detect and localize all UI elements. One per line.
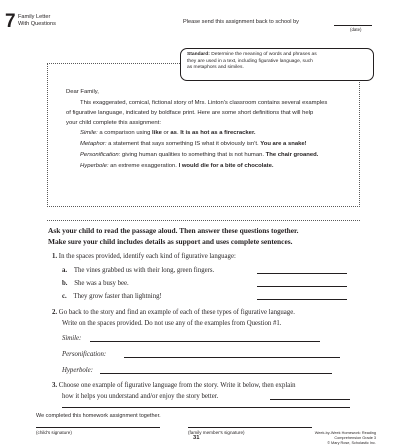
question-2-personification-label: Personification:	[62, 351, 107, 358]
answer-line-2-hyperbole[interactable]	[100, 373, 332, 374]
simile-period: .	[176, 130, 181, 136]
question-1a-text: The vines grabbed us with their long, green fingers.	[73, 267, 215, 274]
personification-term: Personification:	[80, 152, 121, 158]
question-1-text: In the spaces provided, identify each kind of figurative language:	[57, 253, 236, 260]
hyperbole-def: an extreme exaggeration.	[108, 163, 179, 169]
question-3-text-1: Choose one example of figurative language from the story. Write it below, then explain	[57, 382, 296, 389]
answer-line-2-simile[interactable]	[90, 341, 320, 342]
question-2-number: 2.	[52, 309, 58, 316]
letter-intro-line-1: This exaggerated, comical, fictional story of Mrs. Linton's classroom contains several examples	[80, 100, 328, 106]
question-1b	[62, 279, 129, 289]
unit-title-line-2: With Questions	[18, 20, 56, 27]
due-date-label: (date)	[350, 27, 362, 32]
question-2	[52, 308, 295, 318]
simile-as: as	[170, 130, 177, 136]
simile-definition	[80, 129, 256, 138]
answer-line-1a[interactable]	[257, 273, 347, 274]
simile-term: Simile:	[80, 130, 98, 136]
hyperbole-term: Hyperbole:	[80, 163, 109, 169]
question-3	[52, 381, 296, 391]
metaphor-term: Metaphor:	[80, 141, 107, 147]
credit-line-1: Week-by-Week Homework: Reading Comprehension Grade 3	[314, 431, 376, 440]
unit-title	[18, 14, 78, 27]
hyperbole-definition	[80, 162, 274, 171]
question-1a-letter: a.	[62, 267, 68, 274]
instructions-line-1: Ask your child to read the passage aloud. Then answer these questions together.	[48, 226, 299, 235]
simile-example: It is as hot as a firecracker.	[180, 130, 256, 136]
page-number: 31	[193, 435, 200, 441]
credit-line-2: © Mary Rose, Scholastic Inc.	[327, 440, 376, 445]
simile-like: like	[152, 130, 162, 136]
letter-intro-line-2: of figurative language, indicated by boldface print. Here are some short definitions that will help	[66, 110, 314, 116]
metaphor-example: You are a snake!	[260, 141, 307, 147]
personification-definition	[80, 151, 318, 160]
question-1	[52, 252, 236, 262]
question-2-hyperbole	[62, 366, 93, 376]
question-1c-letter: c.	[62, 293, 67, 300]
standard-text-line-2: they are used in a text, including figurative language, such	[187, 58, 313, 64]
hyperbole-example: I would die for a bite of chocolate.	[178, 163, 274, 169]
answer-line-1c[interactable]	[257, 299, 347, 300]
question-1c-text: They grow faster than lightning!	[73, 293, 162, 300]
instructions-line-2: Make sure your child includes details as support and uses complete sentences.	[48, 237, 293, 246]
family-signature-label: (family member's signature)	[188, 430, 245, 435]
standard-text-1: Determine the meaning of words and phrases as	[211, 52, 317, 57]
child-signature-line[interactable]	[36, 427, 160, 428]
question-1b-letter: b.	[62, 280, 68, 287]
question-1a	[62, 266, 214, 276]
letter-greeting: Dear Family,	[66, 89, 99, 95]
question-3-text-2: how it helps you understand and/or enjoy the story better.	[62, 393, 219, 400]
child-signature-label: (child's signature)	[36, 430, 72, 435]
standard-label: Standard:	[187, 52, 210, 57]
letter-intro-line-3: your child complete this assignment:	[66, 120, 161, 126]
personification-example: The chair groaned.	[265, 152, 319, 158]
standard-text-line-1	[187, 52, 367, 59]
question-2-personification	[62, 350, 106, 360]
question-1-number: 1.	[52, 253, 58, 260]
answer-line-3b[interactable]	[62, 407, 350, 408]
simile-def: a comparison using	[97, 130, 153, 136]
family-signature-line[interactable]	[188, 427, 312, 428]
unit-title-line-1: Family Letter	[18, 14, 51, 20]
metaphor-definition	[80, 140, 307, 149]
answer-line-2-personification[interactable]	[124, 357, 340, 358]
question-2-hyperbole-label: Hyperbole:	[62, 367, 93, 374]
question-2-text-1: Go back to the story and find an example of each of these types of figurative language.	[57, 309, 295, 316]
send-back-instruction: Please send this assignment back to school by	[183, 19, 299, 25]
personification-def: giving human qualities to something that is not human.	[120, 152, 266, 158]
completed-statement: We completed this homework assignment together.	[36, 413, 161, 419]
due-date-blank	[334, 25, 372, 26]
answer-line-1b[interactable]	[257, 286, 347, 287]
answer-line-3a[interactable]	[270, 399, 350, 400]
question-3-number: 3.	[52, 382, 58, 389]
standard-box	[180, 48, 374, 81]
question-1b-text: She was a busy bee.	[74, 280, 129, 287]
simile-or: or	[161, 130, 171, 136]
question-2-simile-label: Simile:	[62, 335, 82, 342]
section-divider	[47, 220, 360, 221]
publisher-credit	[304, 431, 376, 445]
metaphor-def: a statement that says something IS what it obviously isn't.	[106, 141, 261, 147]
question-2-text-2: Write on the spaces provided. Do not use any of the examples from Question #1.	[62, 320, 282, 327]
standard-text-line-3: as metaphors and similes.	[187, 65, 244, 71]
unit-number: 7	[5, 11, 16, 32]
question-2-simile	[62, 334, 81, 344]
question-1c	[62, 292, 162, 302]
